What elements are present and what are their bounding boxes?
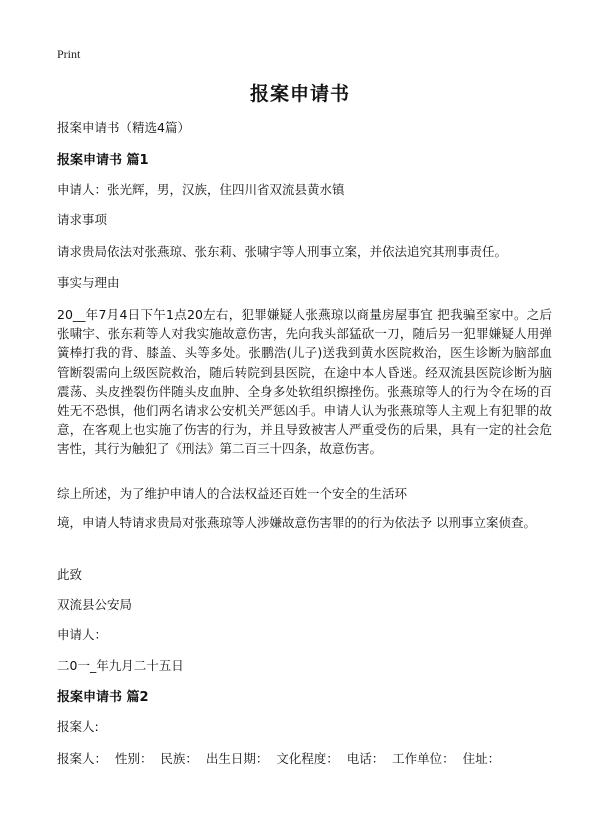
facts-label: 事实与理由 <box>57 275 120 290</box>
reporter-fields-line: 报案人： 性别： 民族： 出生日期： 文化程度： 电话： 工作单位： 住址： <box>57 751 501 766</box>
request-label: 请求事项 <box>57 212 108 227</box>
section-heading-2: 报案申请书 篇2 <box>57 690 149 705</box>
page-title: 报案申请书 <box>249 83 350 105</box>
date-line: 二0一_年九月二十五日 <box>57 658 184 673</box>
section-heading-1: 报案申请书 篇1 <box>57 153 149 168</box>
facts-paragraph: 20__年7月4日下午1点20左右，犯罪嫌疑人张燕琼以商量房屋事宜 把我骗至家中。之后张啸宇、张东莉等人对我实施故意伤害，先向我头部猛砍一刀，随后另一犯罪嫌疑人用弹簧棒打我的背、膝盖、头等多处。张鹏浩(儿子)送我到黄水医院救治，医生诊断为脑部血管断裂需向上级医院救治，随后转院到县医院，在途中本人昏迷。经双流县医院诊断为脑震荡、头皮挫裂伤伴随头皮血肿、全身多处软组织擦挫伤。张燕琼等人的行为令在场的百姓无不恐惧，他们两名请求公安机关严惩凶手。申请人认为张燕琼等人主观上有犯罪的故意，在客观上也实施了伤害的行为，并且导致被害人严重受伤的后果，具有一定的社会危害性，其行为触犯了《刑法》第二百三十四条，故意伤害。 <box>57 307 552 457</box>
print-label: Print <box>57 47 81 61</box>
document-subtitle: 报案申请书（精选4篇） <box>57 120 190 135</box>
request-text: 请求贵局依法对张燕琼、张东莉、张啸宇等人刑事立案，并依法追究其刑事责任。 <box>57 244 508 259</box>
applicant-line: 申请人：张光辉，男，汉族，住四川省双流县黄水镇 <box>57 182 345 197</box>
recipient-line: 双流县公安局 <box>57 597 133 612</box>
closing-line: 此致 <box>57 567 83 582</box>
summary-line-1: 综上所述，为了维护申请人的合法权益还百姓一个安全的生活环 <box>57 486 408 501</box>
signature-label: 申请人： <box>57 627 108 642</box>
reporter-label: 报案人: <box>57 719 99 734</box>
summary-line-2: 境，申请人特请求贵局对张燕琼等人涉嫌故意伤害罪的的行为依法予 以刑事立案侦查。 <box>57 515 536 530</box>
